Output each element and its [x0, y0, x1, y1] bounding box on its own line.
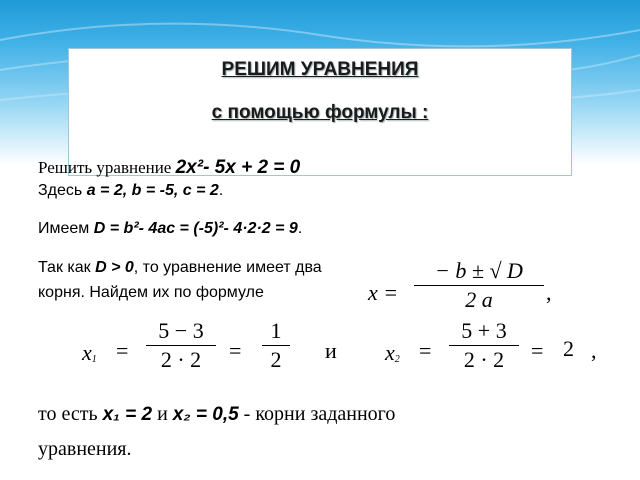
root2-eq2: =	[531, 338, 544, 363]
root1-fraction	[146, 318, 216, 373]
conclusion-x2: x₂ = 0,5	[172, 404, 239, 425]
discriminant-prefix: Имеем	[38, 220, 94, 237]
root2-comma: ,	[591, 338, 597, 363]
formula-bar	[414, 285, 544, 286]
root2-value: 2	[563, 336, 574, 361]
discriminant-suffix: .	[297, 220, 303, 237]
root1-result-bar	[262, 345, 290, 346]
root1-result-fraction	[262, 318, 290, 373]
coeffs-prefix: Здесь	[38, 182, 87, 199]
root1-numerator: 5 − 3	[158, 318, 204, 343]
root2-fraction	[449, 318, 519, 373]
root1-result-num: 1	[270, 318, 282, 343]
since-line-1	[38, 259, 322, 277]
coefficients-line	[38, 182, 223, 200]
conclusion-line-2: уравнения.	[38, 438, 132, 460]
conclusion-x1: x₁ = 2	[102, 404, 153, 425]
root2-bar	[449, 345, 519, 346]
task-equation: 2x²- 5x + 2 = 0	[175, 157, 301, 178]
title-line-2: с помощью формулы :	[211, 102, 429, 123]
since-prefix: Так как	[38, 259, 96, 276]
root1-var: x1	[82, 340, 97, 365]
root2-eq: =	[419, 338, 432, 363]
formula-lhs: x =	[368, 280, 399, 305]
since-rest: , то уравнение имеет два	[133, 259, 322, 276]
formula-numerator: − b ± √ D	[435, 258, 523, 283]
conclusion-and: и	[152, 403, 173, 425]
formula-comma: ,	[546, 280, 552, 305]
discriminant-line	[38, 220, 302, 238]
conclusion-line-1	[38, 403, 395, 426]
root1-eq: =	[116, 338, 129, 363]
root1-eq2: =	[229, 338, 242, 363]
root2-denominator: 2 · 2	[463, 347, 505, 372]
since-line-2: корня. Найдем их по формуле	[38, 284, 264, 301]
root1-denominator: 2 · 2	[160, 347, 202, 372]
and-word: и	[325, 338, 337, 363]
root2-var: x2	[385, 340, 400, 365]
task-prefix: Решить уравнение	[38, 158, 176, 177]
task-line	[38, 157, 300, 179]
discriminant-formula: D = b²- 4ac = (-5)²- 4·2·2 = 9	[93, 220, 298, 237]
coeffs-values: a = 2, b = -5, c = 2	[86, 182, 219, 199]
coeffs-suffix: .	[218, 182, 224, 199]
conclusion-suffix: - корни заданного	[238, 403, 396, 425]
root1-bar	[146, 345, 216, 346]
root2-numerator: 5 + 3	[461, 318, 507, 343]
formula-fraction	[414, 258, 544, 313]
root1-result-den: 2	[270, 347, 282, 372]
conclusion-prefix: то есть	[38, 403, 103, 425]
since-condition: D > 0	[95, 259, 134, 276]
formula-denominator: 2 a	[465, 287, 493, 312]
title-line-1: РЕШИМ УРАВНЕНИЯ	[221, 59, 419, 80]
